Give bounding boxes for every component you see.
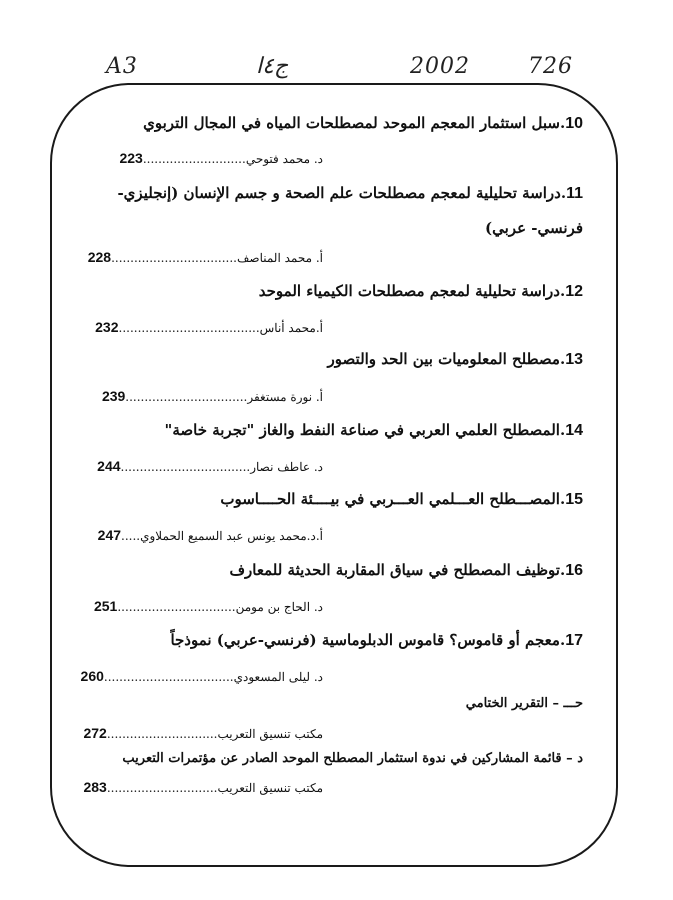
entry-title-text: دراسة تحليلية لمعجم مصطلحات الكيمياء الموحد [258,282,560,300]
toc-entry-17-author-line [81,668,323,684]
toc-entry-16-title: 16.توظيف المصطلح في سياق المقاربة الحديثة للمعارف [229,561,583,579]
handwritten-name: ج٤ا [256,54,289,79]
author-name: د. محمد فتوحي [245,152,323,166]
leader-dots: ..... [121,529,141,543]
leader-dots: ............................... [117,600,236,614]
entry-title-text: توظيف المصطلح في سياق المقاربة الحديثة للمعارف [229,561,560,579]
author-name: أ.محمد أناس [259,321,323,335]
page-number: 272 [83,725,107,741]
entry-number: 11 [566,185,583,202]
entry-number: 17 [565,632,583,649]
leader-dots: ................................ [125,390,248,404]
toc-entry-11-author-line [88,249,323,265]
toc-entry-12-title: 12.دراسة تحليلية لمعجم مصطلحات الكيمياء الموحد [258,282,583,300]
handwritten-code: A3 [106,54,138,79]
author-name: أ. نورة مستغفر [247,390,323,404]
page-number: 232 [95,319,119,335]
entry-title-text: سبل استثمار المعجم الموحد لمصطلحات المياه في المجال التربوي [143,114,560,132]
leader-dots: ............................. [106,727,218,741]
author-name: د. الحاج بن مومن [235,600,323,614]
entry-title-text: دراسة تحليلية لمعجم مصطلحات علم الصحة و جسم الإنسان (إنجليزي- فرنسي- عربي) [117,184,583,237]
page-number: 223 [119,150,143,166]
author-name: أ.د.محمد يونس عبد السميع الحملاوي [140,529,323,543]
leader-dots: ........................... [142,152,246,166]
toc-entry-12-author-line [95,319,323,335]
author-name: د. عاطف نصار [250,460,323,474]
toc-entry-14-title: 14.المصطلح العلمي العربي في صناعة النفط والغاز "تجربة خاصة" [164,421,583,439]
leader-dots: ..................................... [118,321,260,335]
entry-number: 14 [565,422,583,439]
entry-number: 12 [565,283,583,300]
toc-entry-15-title: 15.المصـــطلح العـــلمي العـــربي في بيــــئة الحــــاسوب [220,490,583,508]
page-number: 228 [87,249,112,265]
toc-entry-10-title: 10.سبل استثمار المعجم الموحد لمصطلحات المياه في المجال التربوي [143,114,583,132]
section-participants-title: د – قائمة المشاركين في ندوة استثمار المصطلح الموحد الصادر عن مؤتمرات التعريب [122,751,583,766]
toc-entry-11-title: 11.دراسة تحليلية لمعجم مصطلحات علم الصحة و جسم الإنسان (إنجليزي- فرنسي- عربي) [117,184,583,237]
leader-dots: .................................. [103,670,234,684]
page-number: 239 [101,388,126,404]
handwritten-number: 726 [528,54,573,79]
author-name: د. ليلى المسعودي [233,670,323,684]
author-name: مكتب تنسيق التعريب [217,781,323,795]
toc-entry-15-author-line [98,527,323,543]
entry-number: 15 [565,491,583,508]
leader-dots: ............................. [106,781,218,795]
toc-entry-10-author-line [119,150,323,166]
section-closing-report-author-line [83,725,323,741]
toc-entry-14-author-line [97,458,323,474]
entry-title-text: المصطلح العلمي العربي في صناعة النفط والغاز "تجربة خاصة" [164,421,560,439]
page-number: 260 [80,668,104,684]
page-number: 244 [97,458,121,474]
handwritten-year: 2002 [410,54,470,79]
author-name: مكتب تنسيق التعريب [217,727,323,741]
author-name: أ. محمد المناصف [236,251,323,265]
page-number: 283 [83,779,107,795]
leader-dots: .................................. [120,460,251,474]
entry-title-text: مصطلح المعلوميات بين الحد والتصور [327,350,560,368]
toc-entry-17-title: 17.معجم أو قاموس؟ قاموس الدبلوماسية (فرنسي-عربي) نموذجاً [170,631,583,649]
entry-number: 16 [565,562,583,579]
section-closing-report-title: حـــ – التقرير الختامي [465,696,583,711]
section-participants-author-line [83,779,323,795]
entry-title-text: المصـــطلح العـــلمي العـــربي في بيــــئة الحــــاسوب [220,490,560,508]
toc-entry-16-author-line [94,598,323,614]
toc-entry-13-author-line [102,388,323,404]
page-number: 247 [97,527,122,543]
entry-number: 10 [565,115,583,132]
page-number: 251 [93,598,118,614]
leader-dots: ................................. [111,251,237,265]
toc-entry-13-title: 13.مصطلح المعلوميات بين الحد والتصور [327,350,583,368]
entry-number: 13 [565,351,583,368]
entry-title-text: معجم أو قاموس؟ قاموس الدبلوماسية (فرنسي-عربي) نموذجاً [170,631,560,649]
